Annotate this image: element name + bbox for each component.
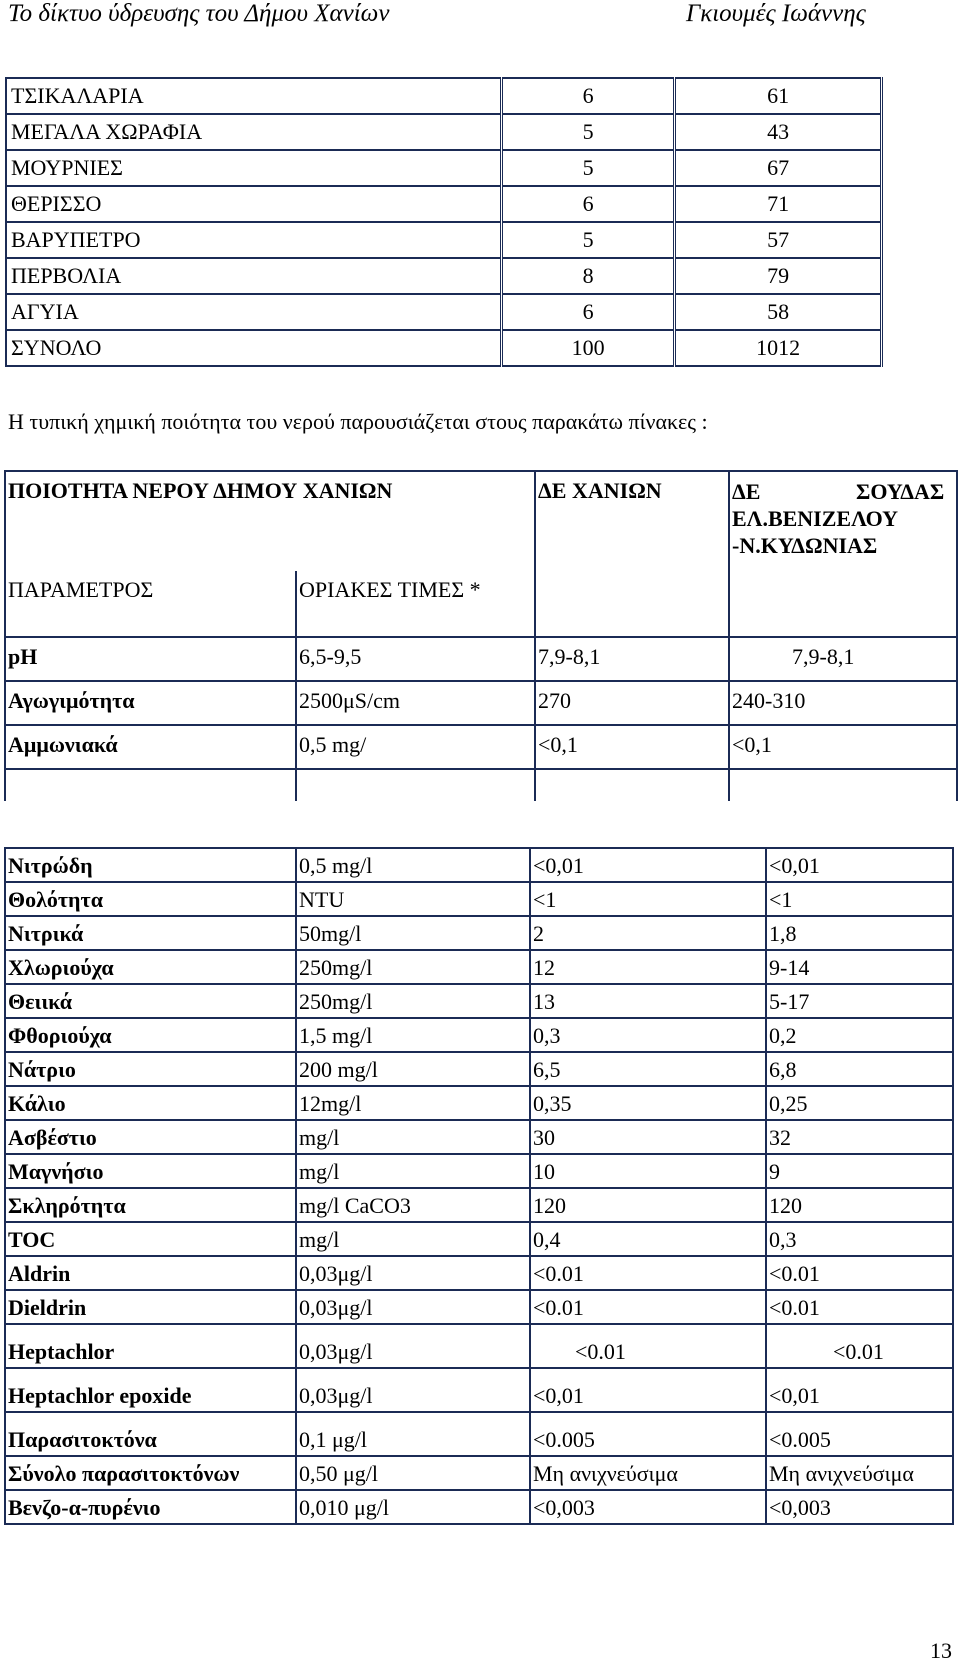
- parameter-name: Dieldrin: [5, 1290, 296, 1324]
- value-chania: 0,4: [530, 1222, 766, 1256]
- parameter-name: Σύνολο παρασιτοκτόνων: [5, 1456, 296, 1490]
- table-row: [6, 222, 882, 258]
- table-row: [5, 1412, 953, 1456]
- village-value-a: 6: [502, 294, 675, 330]
- column-header-souda-line1: ΔΕ ΣΟΥΔΑΣ: [732, 479, 945, 504]
- value-chania: <0,1: [535, 725, 729, 769]
- village-value-a: 100: [502, 330, 675, 366]
- parameter-limit: mg/l CaCO3: [296, 1188, 530, 1222]
- value-souda: 240-310: [729, 681, 957, 725]
- table-row: [5, 950, 953, 984]
- table-row: [5, 1052, 953, 1086]
- village-value-b: 43: [675, 114, 882, 150]
- value-chania: <0.01: [530, 1256, 766, 1290]
- parameter-name: Μαγνήσιο: [5, 1154, 296, 1188]
- village-value-a: 6: [502, 78, 675, 114]
- parameter-name: Ασβέστιο: [5, 1120, 296, 1154]
- table-row: [6, 78, 882, 114]
- table-row: [6, 150, 882, 186]
- village-name: ΘΕΡΙΣΣΟ: [6, 186, 502, 222]
- parameter-limit: 0,03μg/l: [296, 1368, 530, 1412]
- intro-paragraph: Η τυπική χημική ποιότητα του νερού παρουσιάζεται στους παρακάτω πίνακες :: [8, 409, 708, 434]
- table-row: [5, 882, 953, 916]
- value-souda: <0.01: [766, 1324, 953, 1368]
- parameter-limit: mg/l: [296, 1222, 530, 1256]
- village-value-a: 5: [502, 114, 675, 150]
- parameter-name: Αμμωνιακά: [5, 725, 296, 769]
- table-row: [5, 1490, 953, 1524]
- parameter-name: Χλωριούχα: [5, 950, 296, 984]
- village-value-b: 61: [675, 78, 882, 114]
- table-row: [5, 1324, 953, 1368]
- table-row: [6, 114, 882, 150]
- value-souda: 32: [766, 1120, 953, 1154]
- parameter-name: pH: [5, 637, 296, 681]
- village-value-b: 79: [675, 258, 882, 294]
- villages-table: [5, 77, 883, 367]
- value-souda: <0,1: [729, 725, 957, 769]
- parameter-limit: 0,5 mg/l: [296, 848, 530, 882]
- village-name: ΑΓΥΙΑ: [6, 294, 502, 330]
- value-souda: <0.01: [766, 1290, 953, 1324]
- value-chania: 6,5: [530, 1052, 766, 1086]
- value-souda: 1,8: [766, 916, 953, 950]
- parameter-header: ΠΑΡΑΜΕΤΡΟΣ: [8, 577, 154, 602]
- village-name: ΠΕΡΒΟΛΙΑ: [6, 258, 502, 294]
- empty-header-cell: [729, 571, 957, 637]
- table-row: [5, 1368, 953, 1412]
- quality-values-table: [4, 847, 954, 1525]
- village-value-b: 1012: [675, 330, 882, 366]
- parameter-limit: 0,03μg/l: [296, 1290, 530, 1324]
- parameter-limit: 50mg/l: [296, 916, 530, 950]
- value-souda: 9-14: [766, 950, 953, 984]
- parameter-limit: 250mg/l: [296, 950, 530, 984]
- empty-cell: [296, 769, 535, 801]
- value-souda: 5-17: [766, 984, 953, 1018]
- table-row: [6, 330, 882, 366]
- village-name: ΜΕΓΑΛΑ ΧΩΡΑΦΙΑ: [6, 114, 502, 150]
- value-chania: 0,3: [530, 1018, 766, 1052]
- village-name: ΣΥΝΟΛΟ: [6, 330, 502, 366]
- parameter-limit: 12mg/l: [296, 1086, 530, 1120]
- parameter-name: Νιτρώδη: [5, 848, 296, 882]
- value-chania: 2: [530, 916, 766, 950]
- empty-header-cell: [535, 571, 729, 637]
- value-chania: <1: [530, 882, 766, 916]
- parameter-name: Παρασιτοκτόνα: [5, 1412, 296, 1456]
- parameter-limit: 0,50 μg/l: [296, 1456, 530, 1490]
- parameter-limit: 0,1 μg/l: [296, 1412, 530, 1456]
- value-chania: <0,01: [530, 1368, 766, 1412]
- table-row: [5, 916, 953, 950]
- parameter-limit: 0,03μg/l: [296, 1324, 530, 1368]
- quality-table-title: ΠΟΙΟΤΗΤΑ ΝΕΡΟΥ ΔΗΜΟΥ ΧΑΝΙΩΝ: [8, 478, 393, 503]
- table-row: [5, 1222, 953, 1256]
- value-souda: <1: [766, 882, 953, 916]
- parameter-name: TOC: [5, 1222, 296, 1256]
- village-name: ΤΣΙΚΑΛΑΡΙΑ: [6, 78, 502, 114]
- parameter-limit: 200 mg/l: [296, 1052, 530, 1086]
- column-header-souda-line2: ΕΛ.ΒΕΝΙΖΕΛΟΥ: [732, 506, 899, 531]
- empty-cell: [535, 769, 729, 801]
- table-row: [5, 984, 953, 1018]
- running-header-author: Γκιουμές Ιωάννης: [686, 0, 866, 27]
- parameter-name: Θολότητα: [5, 882, 296, 916]
- value-chania: Μη ανιχνεύσιμα: [530, 1456, 766, 1490]
- value-souda: 0,3: [766, 1222, 953, 1256]
- table-row: [5, 725, 957, 769]
- value-souda: 120: [766, 1188, 953, 1222]
- value-chania: 12: [530, 950, 766, 984]
- parameter-limit: 250mg/l: [296, 984, 530, 1018]
- value-chania: 7,9-8,1: [535, 637, 729, 681]
- parameter-limit: mg/l: [296, 1154, 530, 1188]
- table-row: [5, 1290, 953, 1324]
- village-value-a: 5: [502, 222, 675, 258]
- value-chania: 10: [530, 1154, 766, 1188]
- parameter-limit: mg/l: [296, 1120, 530, 1154]
- value-chania: 0,35: [530, 1086, 766, 1120]
- table-row: [6, 258, 882, 294]
- table-row: [5, 848, 953, 882]
- quality-header-table: [4, 470, 958, 801]
- parameter-name: Βενζο-α-πυρένιο: [5, 1490, 296, 1524]
- village-value-b: 57: [675, 222, 882, 258]
- village-value-b: 71: [675, 186, 882, 222]
- parameter-limit: 0,5 mg/: [296, 725, 535, 769]
- parameter-name: Αγωγιμότητα: [5, 681, 296, 725]
- parameter-limit: NTU: [296, 882, 530, 916]
- column-header-chania: ΔΕ ΧΑΝΙΩΝ: [535, 471, 729, 571]
- parameter-name: Κάλιο: [5, 1086, 296, 1120]
- empty-cell: [729, 769, 957, 801]
- parameter-limit: 1,5 mg/l: [296, 1018, 530, 1052]
- table-row: [5, 1018, 953, 1052]
- table-row: [5, 1188, 953, 1222]
- village-value-a: 6: [502, 186, 675, 222]
- village-name: ΒΑΡΥΠΕΤΡΟ: [6, 222, 502, 258]
- parameter-limit: 6,5-9,5: [296, 637, 535, 681]
- parameter-limit: 0,03μg/l: [296, 1256, 530, 1290]
- value-chania: <0.01: [530, 1324, 766, 1368]
- empty-cell: [5, 769, 296, 801]
- table-row: [5, 1086, 953, 1120]
- table-row: [5, 1120, 953, 1154]
- table-row: [5, 637, 957, 681]
- parameter-name: Νιτρικά: [5, 916, 296, 950]
- value-souda: <0,01: [766, 1368, 953, 1412]
- value-souda: <0,01: [766, 848, 953, 882]
- village-value-a: 8: [502, 258, 675, 294]
- table-row: [6, 294, 882, 330]
- value-souda: 0,2: [766, 1018, 953, 1052]
- parameter-name: Heptachlor: [5, 1324, 296, 1368]
- column-header-souda: [729, 471, 957, 571]
- value-chania: <0.005: [530, 1412, 766, 1456]
- running-header-title: Το δίκτυο ύδρευσης του Δήμου Χανίων: [8, 0, 390, 27]
- table-row: [5, 681, 957, 725]
- value-chania: 270: [535, 681, 729, 725]
- value-chania: <0,01: [530, 848, 766, 882]
- parameter-limit: 2500μS/cm: [296, 681, 535, 725]
- table-row: [5, 1456, 953, 1490]
- page-number: 13: [930, 1638, 952, 1663]
- value-souda: <0.005: [766, 1412, 953, 1456]
- value-souda: 9: [766, 1154, 953, 1188]
- village-value-b: 67: [675, 150, 882, 186]
- value-chania: 120: [530, 1188, 766, 1222]
- value-souda: 0,25: [766, 1086, 953, 1120]
- value-souda: 6,8: [766, 1052, 953, 1086]
- limits-header: ΟΡΙΑΚΕΣ ΤΙΜΕΣ *: [296, 571, 535, 637]
- table-row: [5, 1256, 953, 1290]
- parameter-name: Θειικά: [5, 984, 296, 1018]
- parameter-name: Heptachlor epoxide: [5, 1368, 296, 1412]
- table-row: [6, 186, 882, 222]
- parameter-name: Φθοριούχα: [5, 1018, 296, 1052]
- village-value-a: 5: [502, 150, 675, 186]
- column-header-souda-line3: -Ν.ΚΥΔΩΝΙΑΣ: [732, 533, 878, 558]
- value-chania: 13: [530, 984, 766, 1018]
- value-souda: 7,9-8,1: [729, 637, 957, 681]
- value-chania: 30: [530, 1120, 766, 1154]
- parameter-name: Σκληρότητα: [5, 1188, 296, 1222]
- village-value-b: 58: [675, 294, 882, 330]
- village-name: ΜΟΥΡΝΙΕΣ: [6, 150, 502, 186]
- parameter-name: Νάτριο: [5, 1052, 296, 1086]
- value-souda: <0.01: [766, 1256, 953, 1290]
- value-chania: <0.01: [530, 1290, 766, 1324]
- value-chania: <0,003: [530, 1490, 766, 1524]
- value-souda: <0,003: [766, 1490, 953, 1524]
- table-row: [5, 1154, 953, 1188]
- parameter-name: Aldrin: [5, 1256, 296, 1290]
- parameter-limit: 0,010 μg/l: [296, 1490, 530, 1524]
- value-souda: Μη ανιχνεύσιμα: [766, 1456, 953, 1490]
